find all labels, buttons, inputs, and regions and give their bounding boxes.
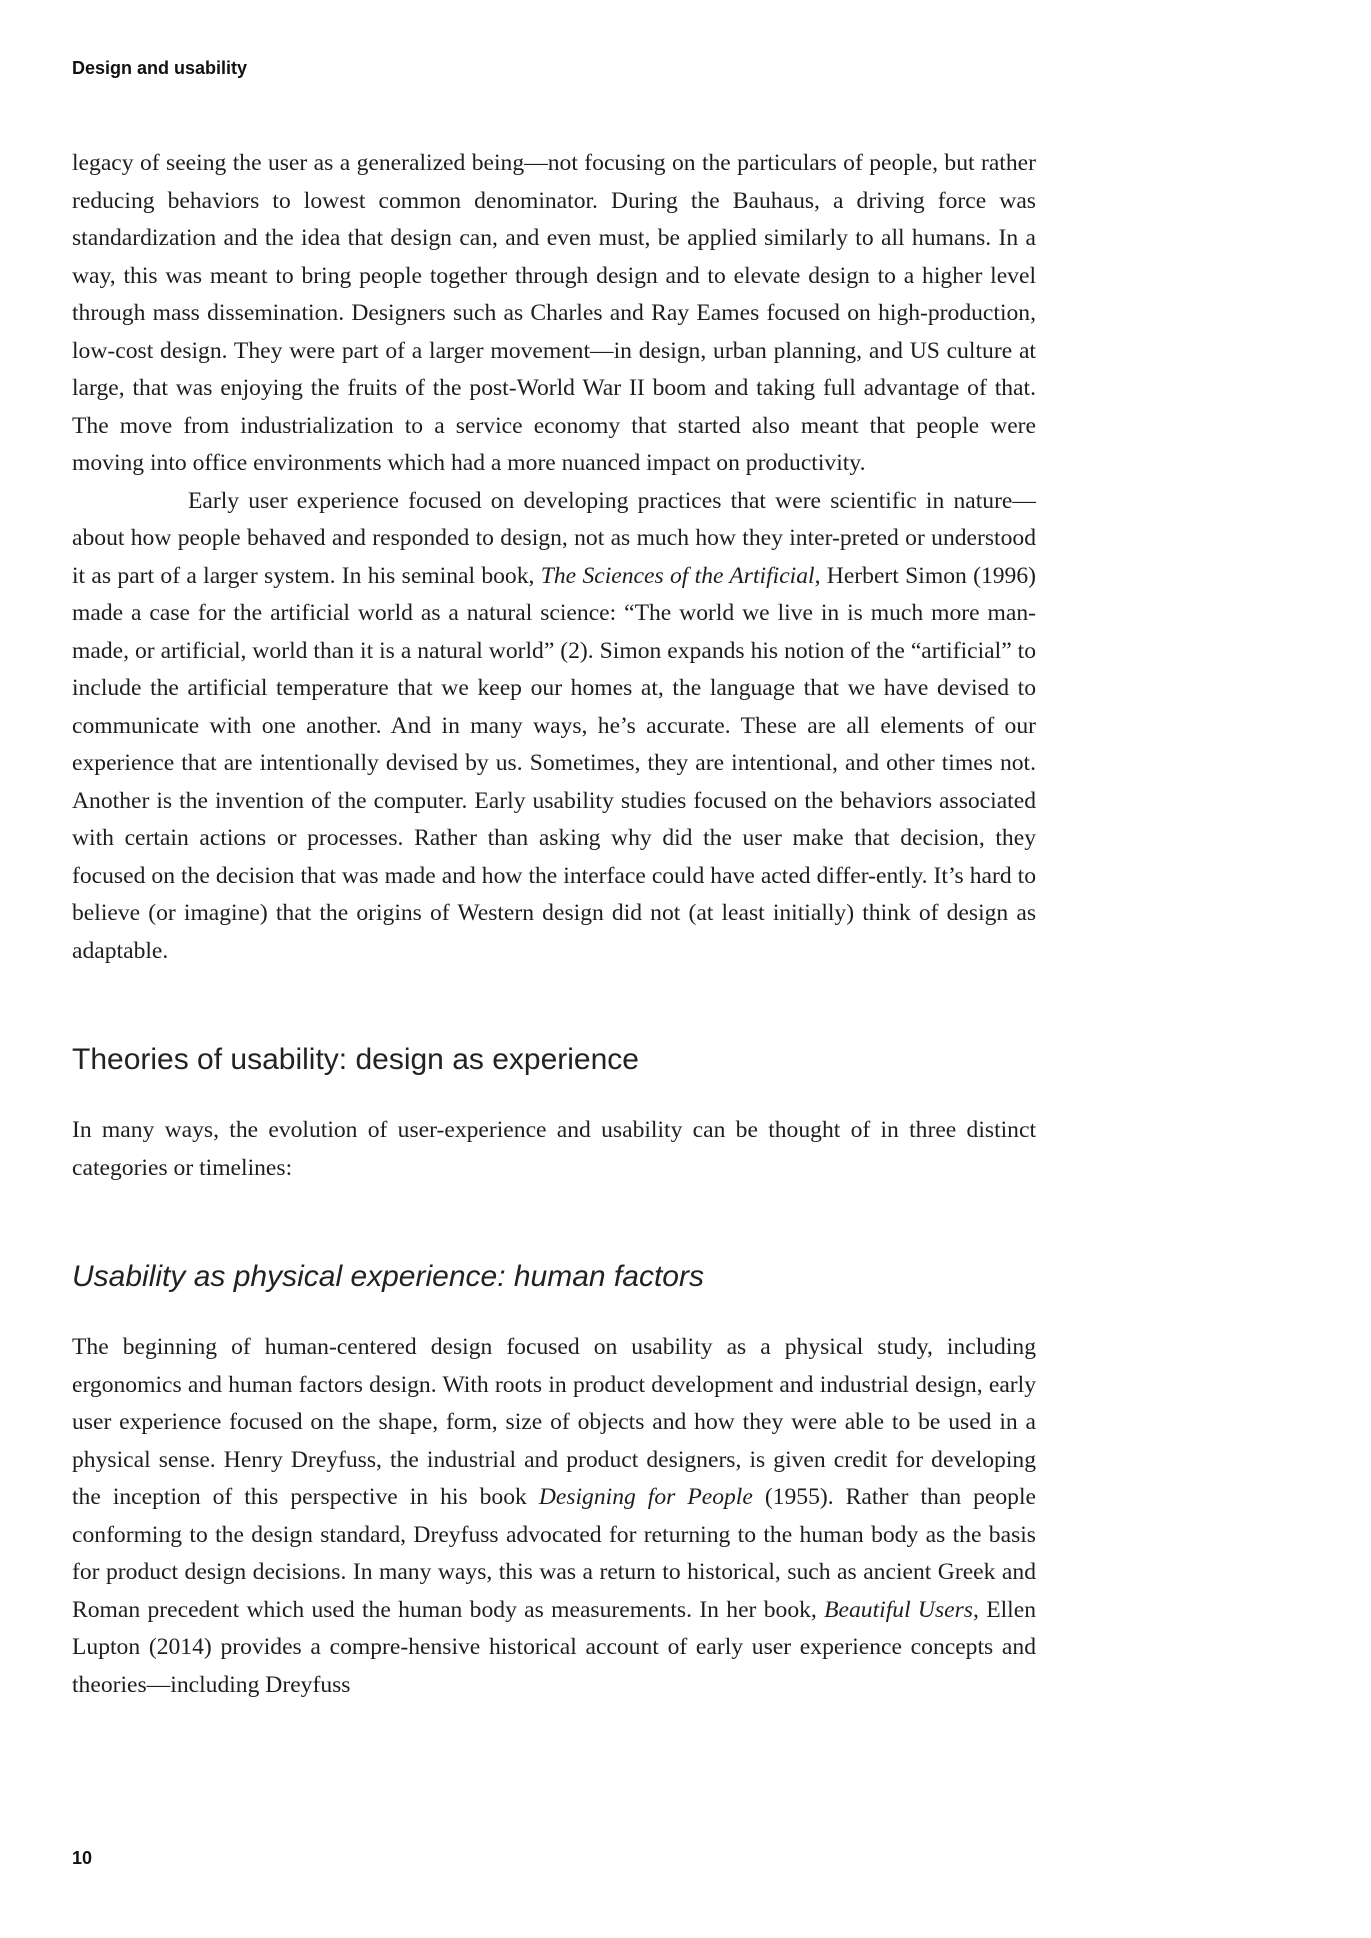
- paragraph-text: , Herbert Simon (1996) made a case for the artificial world as a natural science: “The world we live in is much more man-made, or artificial, world than it is a natural world” (2). Simon expands his notion of the “artificial” to include the artificial temperature that we keep our homes at, the language that we have devised to communicate with one another. And in many ways, he’s accurate. These are all elements of our experience that are intentionally devised by us. Sometimes, they are intentional, and other times not. Another is the invention of the computer. Early usability studies focused on the behaviors associated with certain actions or processes. Rather than asking why did the user make that decision, they focused on the decision that was made and how the interface could have acted differ-ently. It’s hard to believe (or imagine) that the origins of Western design did not (at least initially) think of design as adaptable.: [72, 562, 1036, 964]
- paragraph-text: , Ellen Lupton (2014) provides a compre-hensive historical account of early user experience concepts and theories—including Dreyfuss: [72, 1596, 1037, 1698]
- page-body: [72, 145, 1036, 1704]
- running-head: Design and usability: [72, 58, 248, 78]
- body-paragraph: [72, 483, 1036, 971]
- paragraph-text: The beginning of human-centered design focused on usability as a physical study, including ergonomics and human factors design. With roots in product development and industrial design, early user experience focused on the shape, form, size of objects and how they were able to be used in a physical sense. Henry Dreyfuss, the industrial and product designers, is given credit for developing the inception of this perspective in his book: [72, 1334, 1036, 1510]
- subsection-heading: Usability as physical experience: human factors: [72, 1260, 704, 1293]
- body-paragraph: legacy of seeing the user as a generalized being—not focusing on the particulars of people, but rather reducing behaviors to lowest common denominator. During the Bauhaus, a driving force was standardization and the idea that design can, and even must, be applied similarly to all humans. In a way, this was meant to bring people together through design and to elevate design to a higher level through mass dissemination. Designers such as Charles and Ray Eames focused on high-production, low-cost design. They were part of a larger movement—in design, urban planning, and US culture at large, that was enjoying the fruits of the post-World War II boom and taking full advantage of that. The move from industrialization to a service economy that started also meant that people were moving into office environments which had a more nuanced impact on productivity.: [72, 150, 1036, 476]
- section-heading: Theories of usability: design as experience: [72, 1043, 639, 1076]
- book-title: The Sciences of the Artificial: [540, 562, 815, 589]
- page-number: 10: [72, 1848, 93, 1868]
- paragraph-text: Early user experience focused on developing practices that were scientific in nature—about how people behaved and responded to design, not as much how they inter-preted or understood it as part of a larger system. In his seminal book,: [72, 487, 1036, 589]
- book-title: Beautiful Users: [824, 1596, 973, 1623]
- book-title: Designing for People: [538, 1484, 753, 1510]
- paragraph-text: (1955). Rather than people conforming to the design standard, Dreyfuss advocated for returning to the human body as the basis for product design decisions. In many ways, this was a return to historical, such as ancient Greek and Roman precedent which used the human body as measurements. In her book,: [72, 1484, 1036, 1623]
- body-paragraph: In many ways, the evolution of user-experience and usability can be thought of in three distinct categories or timelines:: [72, 1117, 1036, 1181]
- body-paragraph: [72, 1329, 1036, 1704]
